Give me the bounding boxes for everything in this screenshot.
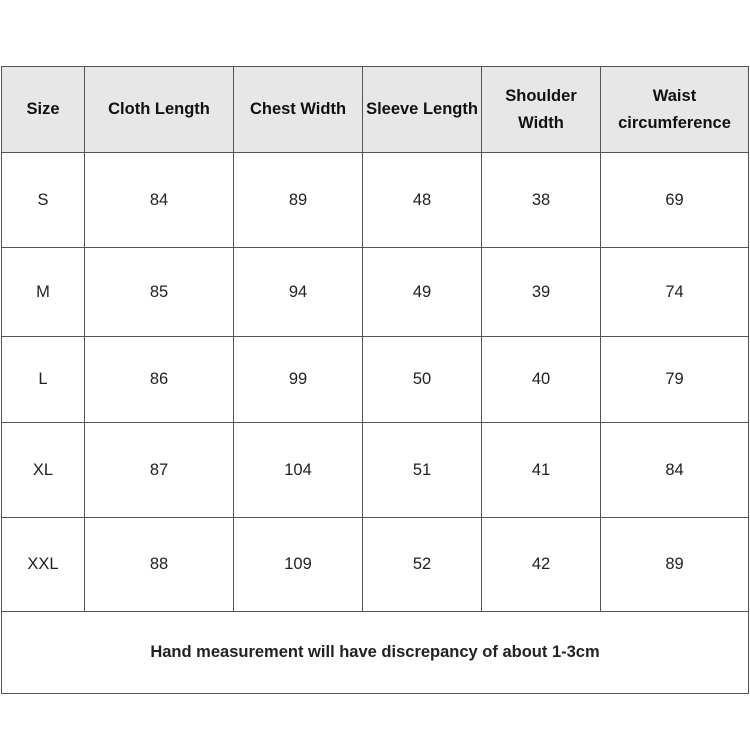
cell-chest-width: 104 — [234, 423, 363, 518]
cell-cloth-length: 86 — [85, 337, 234, 423]
header-size: Size — [2, 67, 85, 153]
measurement-note: Hand measurement will have discrepancy of about 1-3cm — [2, 612, 749, 694]
table-row — [2, 153, 749, 248]
cell-cloth-length: 87 — [85, 423, 234, 518]
cell-size: S — [2, 153, 85, 248]
cell-shoulder-width: 39 — [482, 248, 601, 337]
header-shoulder-width: Shoulder Width — [482, 67, 601, 153]
table-row — [2, 518, 749, 612]
cell-shoulder-width: 41 — [482, 423, 601, 518]
header-sleeve-length: Sleeve Length — [363, 67, 482, 153]
cell-size: XXL — [2, 518, 85, 612]
cell-shoulder-width: 38 — [482, 153, 601, 248]
table-row — [2, 337, 749, 423]
cell-shoulder-width: 40 — [482, 337, 601, 423]
cell-waist-circumference: 79 — [601, 337, 749, 423]
cell-size: M — [2, 248, 85, 337]
cell-chest-width: 109 — [234, 518, 363, 612]
cell-size: XL — [2, 423, 85, 518]
cell-sleeve-length: 52 — [363, 518, 482, 612]
cell-waist-circumference: 89 — [601, 518, 749, 612]
cell-cloth-length: 84 — [85, 153, 234, 248]
cell-waist-circumference: 69 — [601, 153, 749, 248]
cell-cloth-length: 85 — [85, 248, 234, 337]
cell-size: L — [2, 337, 85, 423]
cell-waist-circumference: 74 — [601, 248, 749, 337]
table-row — [2, 248, 749, 337]
note-row — [2, 612, 749, 694]
header-cloth-length: Cloth Length — [85, 67, 234, 153]
cell-cloth-length: 88 — [85, 518, 234, 612]
cell-chest-width: 89 — [234, 153, 363, 248]
size-chart-table — [1, 66, 749, 694]
table-row — [2, 423, 749, 518]
cell-sleeve-length: 51 — [363, 423, 482, 518]
cell-sleeve-length: 50 — [363, 337, 482, 423]
cell-sleeve-length: 49 — [363, 248, 482, 337]
cell-shoulder-width: 42 — [482, 518, 601, 612]
cell-chest-width: 99 — [234, 337, 363, 423]
cell-waist-circumference: 84 — [601, 423, 749, 518]
header-chest-width: Chest Width — [234, 67, 363, 153]
header-waist-circumference: Waist circumference — [601, 67, 749, 153]
header-row — [2, 67, 749, 153]
cell-sleeve-length: 48 — [363, 153, 482, 248]
cell-chest-width: 94 — [234, 248, 363, 337]
